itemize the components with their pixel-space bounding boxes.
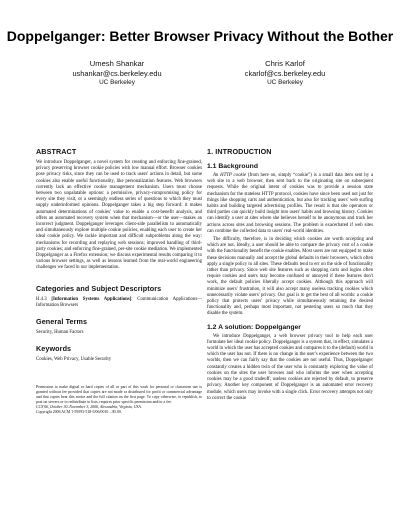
intro-paragraph-2: The difficulty, therefore, is in deciding which cookies are worth accepting and which are not. Ideally, a user should be able to compare the privacy cost of a cookie with the functionality benefit the cookie enables. Most users are not equipped to make these decisions manually and accept the global defaults in their browsers, which often apply a single policy to all sites. These defaults tend to err on the side of functionality rather than privacy. Since web site features such as shopping carts and logins often require cookies and users may become confused or annoyed if these features don't work, the default policies liberally accept cookies. Although this approach will minimize users' frustration, it will also accept many useless tracking cookies which unnecessarily violate users' privacy. Our goal is to get the best of all worlds: a cookie policy that protects users' privacy while simultaneously retaining the desired functionality and, perhaps most important, not pestering users so much that they disable the system.: [207, 237, 373, 317]
author-block-1: [42, 59, 192, 88]
author-email: ckarlof@cs.berkeley.edu: [244, 68, 326, 78]
author-affiliation: UC Berkeley: [99, 79, 135, 86]
background-heading: 1.1 Background: [207, 163, 258, 170]
http-cookie-term: An HTTP cookie: [213, 173, 247, 178]
author-email: ushankar@cs.berkeley.edu: [72, 68, 162, 78]
general-terms-heading: General Terms: [36, 317, 88, 327]
keywords-heading: Keywords: [36, 344, 72, 354]
intro-paragraph-1-body: (from here on, simply “cookie”) is a small data item sent by a web site to a web browser, then sent back to the originating site on subsequent requests. While the original intent of cookies was to provide a session state mechanism for the stateless HTTP protocol, cookies have since been used not just for things like shopping carts and authentication, but also for tracking users' web surfing habits and building targeted advertising profiles. The result is that site operators or third parties can quickly build insight into users' habits and browsing history. Cookies can identify a user at sites where she believes herself to be anonymous and track her actions across sites and browsing sessions. The problem is exacerbated if web sites can combine the collected data to users' real-world identities.: [207, 173, 373, 234]
conference-line: CCS'06, October 30–November 3, 2006, Alexandria, Virginia, USA.: [36, 405, 142, 410]
abstract-heading: ABSTRACT: [36, 147, 77, 156]
intro-paragraph-1: [207, 173, 373, 235]
right-column: [207, 147, 373, 404]
permission-text: Permission to make digital or hard copies of all or part of this work for personal or classroom use is granted without fee provided that copies are not made or distributed for profit or commercial advantage and that copies bear this notice and the full citation on the first page. To copy otherwise, to republish, to post on servers or to redistribute to lists, requires prior specific permission and/or a fee.: [36, 385, 202, 405]
author-name: Chris Karlof: [265, 59, 305, 68]
categories-heading: Categories and Subject Descriptors: [36, 283, 162, 293]
categories-text: [36, 297, 202, 309]
permission-block: [36, 385, 202, 414]
left-column: [36, 147, 202, 415]
intro-paragraph-3: We introduce Doppelganger, a web browser privacy tool to help each user formulate her ideal cookie policy. Doppelganger is a system that, in effect, simulates a world in which the user has accepted cookies and compares it to the (default) world in which the user has not. If there is no change in the user's experience between the two worlds, then we can fairly say that the cookies are not useful. Thus, Doppelganger constantly creates a hidden twin of the user who is constantly exploring the value of cookies on the sites the user browses and who informs the user when accepting cookies may be a good tradeoff; useless cookies are rejected by default, to preserve privacy. Another key component of Doppelganger is an automated error recovery module, which users may invoke with a single click. Error recovery attempts not only to correct the cookie: [207, 333, 373, 401]
categories-rest: : Communication Applications—Information Browsers: [36, 296, 202, 308]
author-block-2: [210, 59, 360, 88]
author-affiliation: UC Berkeley: [267, 79, 303, 86]
copyright-line: Copyright 2006 ACM 1-59593-518-5/06/0010 ...$5.00.: [36, 410, 122, 414]
paper-title: Doppelganger: Better Browser Privacy Without the Bother: [6, 28, 394, 44]
general-terms-text: Security, Human Factors: [36, 330, 84, 336]
author-name: Umesh Shankar: [89, 59, 145, 68]
categories-code: H.4.3: [36, 296, 47, 302]
keywords-text: Cookies, Web Privacy, Usable Security: [36, 357, 112, 363]
abstract-text: We introduce Doppelganger, a novel system for creating and enforcing fine-grained, privacy preserving browser cookie policies with low manual effort. Browser cookies pose privacy risks, since they can be used to track users' actions in detail, but some cookies also enable useful functionality, like personalization features. Web browsers currently lack an effective cookie management mechanism. Users must choose between two unpalatable options: a permissive, privacy-compromising policy for every site they visit, or a seemingly endless series of questions to which they must supply underinformed opinions. Doppelganger takes a big step forward: it makes automated determinations of cookies' value to enable a cost-benefit analysis, and offers an automated recovery system when that mechanism—or the user—makes an incorrect judgment. Doppelganger leverages client-side parallelism to automatically and simultaneously explore multiple cookie policies, enabling each user to create her ideal cookie policy. We tackle important and difficult subproblems along the way: mechanisms for recording and replaying web sessions; improved handling of third-party cookies; and enforcing fine-grained, per-site cookie mediation. We implemented Doppelganger as a Firefox extension; we discuss experimental results comparing it to various browser settings, as well as lessons learned from the real-world engineering challenges we faced in our implementation.: [36, 160, 202, 271]
categories-label: [Information Systems Applications]: [51, 296, 132, 302]
intro-heading: 1. INTRODUCTION: [207, 147, 272, 156]
solution-heading: 1.2 A solution: Doppelganger: [207, 323, 301, 331]
